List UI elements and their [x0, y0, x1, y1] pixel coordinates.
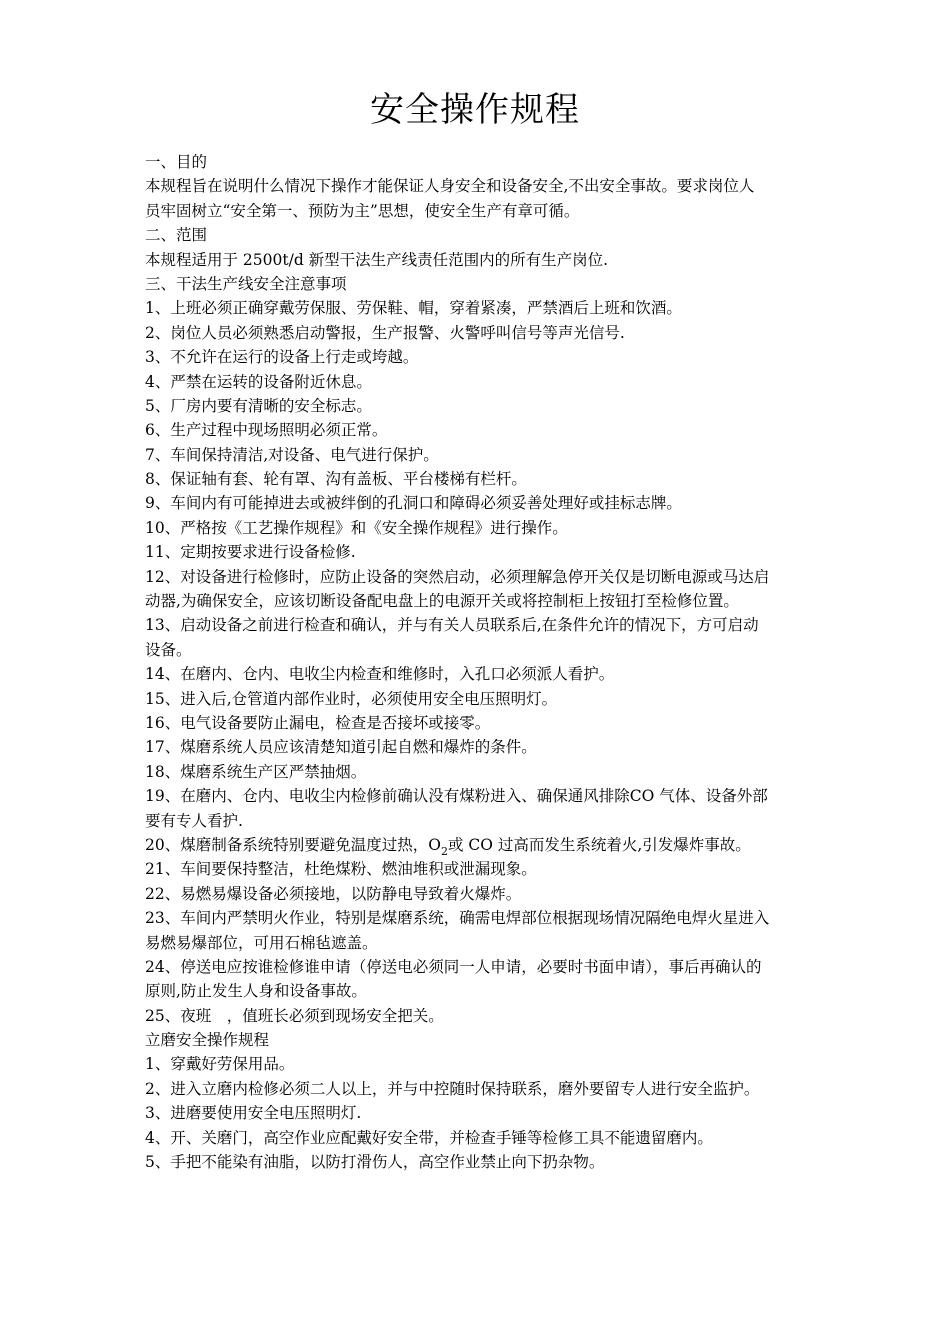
text-line: 原则,防止发生人身和设备事故。 [145, 982, 367, 1001]
text-line: 2、进入立磨内检修必须二人以上，并与中控随时保持联系，磨外要留专人进行安全监护。 [145, 1079, 760, 1098]
text-line: 19、在磨内、仓内、电收尘内检修前确认没有煤粉进入、确保通风排除CO 气体、设备外部 [145, 787, 768, 806]
page-title: 安全操作规程 [370, 90, 580, 130]
text-line: 24、停送电应按谁检修谁申请（停送电必须同一人申请，必要时书面申请），事后再确认的 [145, 957, 762, 976]
text-line: 3、不允许在运行的设备上行走或垮越。 [145, 348, 419, 367]
text-line: 5、手把不能染有油脂，以防打滑伤人，高空作业禁止向下扔杂物。 [145, 1153, 605, 1172]
text-line: 一、目的 [145, 153, 208, 171]
text-line: 15、进入后,仓管道内部作业时，必须使用安全电压照明灯。 [145, 689, 558, 708]
text-line: 11、定期按要求进行设备检修. [145, 543, 356, 562]
text-line: 4、开、关磨门，高空作业应配戴好安全带，并检查手锤等检修工具不能遗留磨内。 [145, 1128, 713, 1147]
text-line: 2、岗位人员必须熟悉启动警报，生产报警、火警呼叫信号等声光信号. [145, 323, 625, 342]
text-line: 23、车间内严禁明火作业，特别是煤磨系统，确需电焊部位根据现场情况隔绝电焊火星进入 [145, 909, 770, 928]
text-line: 21、车间要保持整洁，杜绝煤粉、燃油堆积或泄漏现象。 [145, 860, 537, 879]
line20-before: 20、煤磨制备系统特别要避免温度过热，O [145, 835, 441, 854]
text-line-with-subscript [145, 833, 813, 857]
text-line: 本规程适用于 2500t/d 新型干法生产线责任范围内的所有生产岗位. [145, 250, 609, 269]
section-heading: 立磨安全操作规程 [145, 1031, 270, 1050]
document-body [145, 150, 813, 1174]
text-line: 13、启动设备之前进行检查和确认，并与有关人员联系后,在条件允许的情况下，方可启动 [145, 616, 759, 635]
text-line: 25、夜班 ，值班长必须到现场安全把关。 [145, 1006, 444, 1025]
text-line: 1、穿戴好劳保用品。 [145, 1055, 295, 1074]
text-line: 17、煤磨系统人员应该清楚知道引起自燃和爆炸的条件。 [145, 738, 537, 757]
text-line: 16、电气设备要防止漏电，检查是否接坏或接零。 [145, 713, 491, 732]
text-line: 6、生产过程中现场照明必须正常。 [145, 421, 388, 440]
text-line: 动器,为确保安全，应该切断设备配电盘上的电源开关或将控制柜上按钮打至检修位置。 [145, 592, 739, 611]
text-line: 5、厂房内要有清晰的安全标志。 [145, 396, 372, 415]
text-line: 9、车间内有可能掉进去或被绊倒的孔洞口和障碍必须妥善处理好或挂标志牌。 [145, 494, 682, 513]
line20-after: 或 CO 过高而发生系统着火,引发爆炸事故。 [447, 835, 751, 854]
text-line: 22、易燃易爆设备必须接地，以防静电导致着火爆炸。 [145, 884, 522, 903]
text-line: 10、严格按《工艺操作规程》和《安全操作规程》进行操作。 [145, 518, 568, 537]
line20-subscript: 2 [440, 844, 448, 858]
text-line: 员牢固树立“安全第一、预防为主”思想，使安全生产有章可循。 [145, 201, 580, 220]
text-line: 设备。 [145, 640, 192, 659]
text-line: 三、干法生产线安全注意事项 [145, 274, 347, 293]
text-line: 易燃易爆部位，可用石棉毡遮盖。 [145, 933, 378, 952]
text-line: 1、上班必须正确穿戴劳保服、劳保鞋、帽，穿着紧凑，严禁酒后上班和饮酒。 [145, 299, 682, 318]
text-line: 8、保证轴有套、轮有罩、沟有盖板、平台楼梯有栏杆。 [145, 470, 527, 489]
text-line: 二、范围 [145, 226, 208, 245]
text-line: 本规程旨在说明什么情况下操作才能保证人身安全和设备安全,不出安全事故。要求岗位人 [145, 177, 755, 196]
text-line: 7、车间保持清洁,对设备、电气进行保护。 [145, 445, 439, 464]
text-line: 18、煤磨系统生产区严禁抽烟。 [145, 762, 367, 781]
text-line: 4、严禁在运转的设备附近休息。 [145, 372, 372, 391]
text-line: 要有专人看护. [145, 811, 243, 830]
text-line: 12、对设备进行检修时，应防止设备的突然启动，必须理解急停开关仅是切断电源或马达启 [145, 567, 770, 586]
text-line: 14、在磨内、仓内、电收尘内检查和维修时，入孔口必须派人看护。 [145, 665, 615, 684]
text-line: 3、进磨要使用安全电压照明灯. [145, 1104, 362, 1123]
